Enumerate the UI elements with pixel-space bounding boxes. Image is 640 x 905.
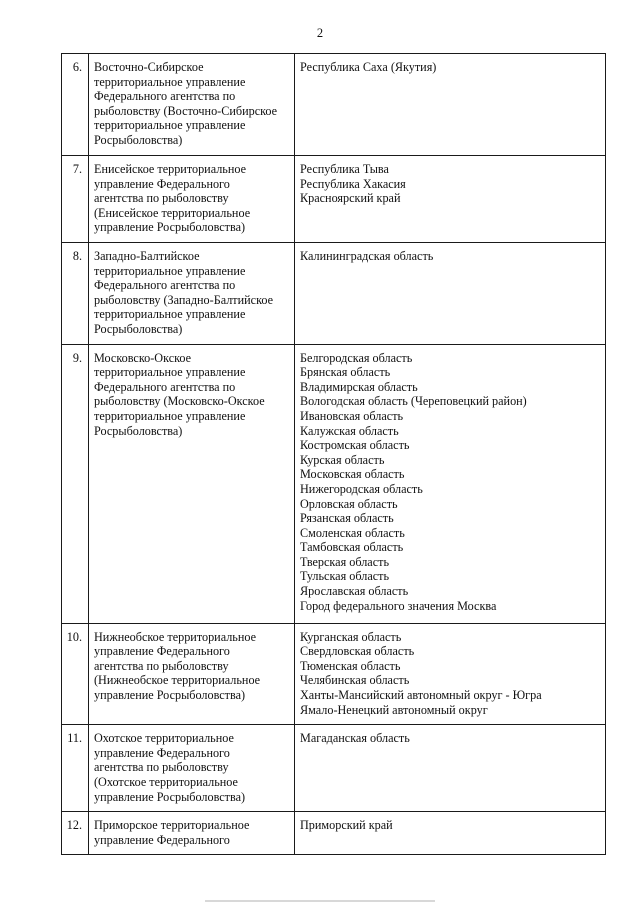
table-body [62, 54, 606, 855]
row-number: 12. [62, 812, 89, 855]
department-name: Енисейское территориальное управление Федерального агентства по рыболовству (Енисейское территориальное управление Росрыболовства) [94, 162, 251, 235]
table-row [62, 54, 606, 156]
region-item: Калининградская область [300, 249, 434, 263]
region-item: Магаданская область [300, 731, 410, 746]
table-row [62, 344, 606, 623]
region-item: Ямало-Ненецкий автономный округ [300, 702, 488, 717]
region-item: Ярославская область [300, 584, 409, 599]
region-item: Московская область [300, 467, 405, 482]
department-name-cell [89, 623, 295, 725]
region-item: Ханты-Мансийский автономный округ - Югра [300, 687, 542, 702]
table-row [62, 243, 606, 345]
table-row [62, 623, 606, 725]
department-name-cell [89, 243, 295, 345]
department-name: Восточно-Сибирское территориальное управление Федерального агентства по рыболовству (Восточно-Сибирское территориальное управление Росрыболовства) [94, 60, 278, 147]
region-item: Республика Тыва [300, 162, 389, 176]
department-name: Приморское территориальное управление Федерального [94, 818, 250, 847]
regions-cell [295, 156, 606, 243]
regions-cell [295, 344, 606, 623]
regions-cell [295, 812, 606, 855]
table-row [62, 156, 606, 243]
department-name: Охотское территориальное управление Федерального агентства по рыболовству (Охотское территориальное управление Росрыболовства) [94, 731, 246, 804]
regions-cell [295, 54, 606, 156]
region-item: Вологодская область (Череповецкий район) [300, 394, 527, 409]
region-item: Белгородская область [300, 350, 413, 365]
region-item: Орловская область [300, 496, 398, 511]
region-item: Ивановская область [300, 408, 404, 423]
regions-cell [295, 243, 606, 345]
row-number: 6. [62, 54, 89, 156]
region-item: Тульская область [300, 569, 390, 584]
region-item: Тверская область [300, 554, 390, 569]
region-item: Красноярский край [300, 191, 401, 206]
department-name-cell [89, 344, 295, 623]
regions-cell [295, 623, 606, 725]
region-item: Тамбовская область [300, 540, 404, 555]
row-number: 9. [62, 344, 89, 623]
department-name-cell [89, 725, 295, 812]
region-item: Свердловская область [300, 644, 415, 659]
department-name-cell [89, 54, 295, 156]
region-item: Рязанская область [300, 511, 394, 526]
region-item: Республика Хакасия [300, 176, 406, 191]
table-row [62, 812, 606, 855]
region-item: Курганская область [300, 629, 402, 644]
row-number: 11. [62, 725, 89, 812]
region-item: Челябинская область [300, 673, 410, 688]
region-item: Приморский край [300, 818, 393, 833]
department-name: Западно-Балтийское территориальное управление Федерального агентства по рыболовству (Западно-Балтийское территориальное управление Росрыболовства) [94, 249, 274, 336]
table-row [62, 725, 606, 812]
region-item: Калужская область [300, 423, 399, 438]
page-number: 2 [316, 26, 324, 40]
region-item: Смоленская область [300, 525, 405, 540]
region-item: Брянская область [300, 365, 391, 380]
row-number: 10. [62, 623, 89, 725]
region-item: Город федерального значения Москва [300, 598, 497, 613]
department-name: Московско-Окское территориальное управление Федерального агентства по рыболовству (Московско-Окское территориальное управление Росрыболовства) [94, 350, 265, 438]
region-item: Нижегородская область [300, 481, 423, 496]
region-item: Республика Саха (Якутия) [300, 60, 437, 74]
region-item: Владимирская область [300, 379, 418, 394]
row-number: 7. [62, 156, 89, 243]
territorial-departments-table [61, 53, 606, 855]
row-number: 8. [62, 243, 89, 345]
department-name-cell [89, 812, 295, 855]
region-item: Курская область [300, 452, 385, 467]
regions-cell [295, 725, 606, 812]
region-item: Костромская область [300, 438, 410, 453]
department-name-cell [89, 156, 295, 243]
scan-edge-mark [205, 900, 435, 902]
region-item: Тюменская область [300, 658, 401, 673]
department-name: Нижнеобское территориальное управление Федерального агентства по рыболовству (Нижнеобское территориальное управление Росрыболовства) [94, 629, 261, 702]
